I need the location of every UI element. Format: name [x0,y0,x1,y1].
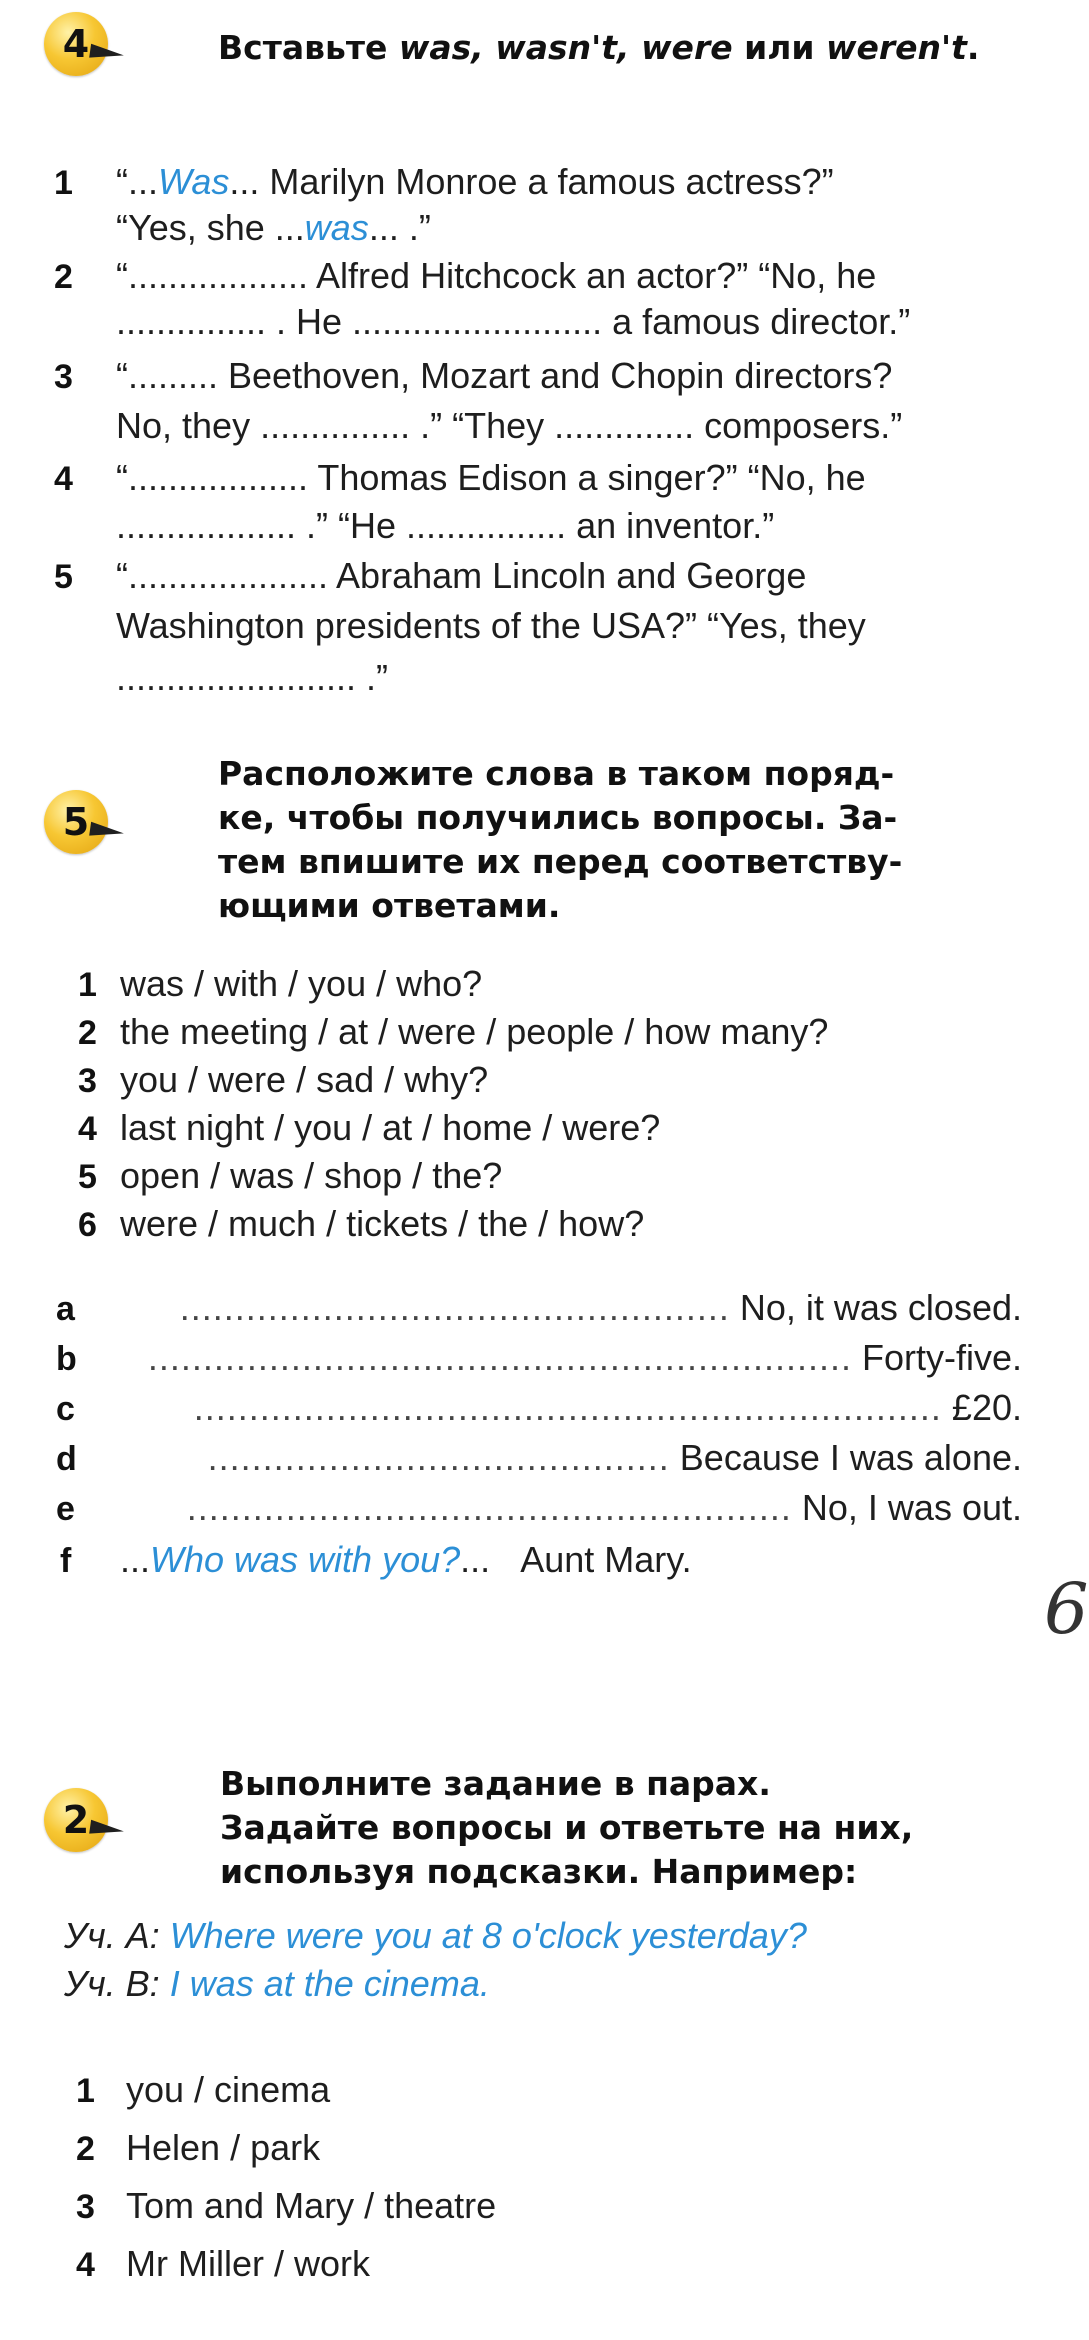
answer-example: was [304,207,369,248]
item-number: 1 [76,2072,95,2110]
list-item: “Yes, she ...was... .” [116,207,431,248]
dialogue-line [64,1962,490,2006]
badge-number: 2 [62,1798,90,1842]
item-number: 3 [76,2188,95,2226]
exercise-5-instruction: Расположите слова в таком поряд- ке, чтобы получились вопросы. За- тем впишите их перед соответству- ющими ответами. [218,754,903,925]
list-item: “.................. Thomas Edison a singer?” “No, he [116,457,866,498]
answer-example: Who was with you? [150,1539,461,1580]
item-number: 5 [78,1158,97,1196]
exercise-2-badge [44,1788,130,1856]
list-item: .................................................. No, it was closed. [179,1287,1022,1328]
list-item: was / with / you / who? [120,963,483,1004]
dialogue-text: Where were you at 8 o'clock yesterday? [169,1915,807,1956]
list-item: ........................ .” [116,657,389,698]
exercise-2-instruction: Выполните задание в парах. Задайте вопросы и ответьте на них, используя подсказки. Например: [220,1764,914,1891]
list-item: you / were / sad / why? [120,1059,489,1100]
speaker-label: Уч. А: [64,1915,160,1956]
list-item: last night / you / at / home / were? [120,1107,661,1148]
list-item: .................. .” “He ................ an inventor.” [116,505,775,546]
exercise-5-badge [44,790,130,858]
list-item: Mr Miller / work [126,2243,370,2284]
item-number: 4 [54,460,73,498]
dialogue-line [64,1914,807,1958]
item-number: 4 [78,1110,97,1148]
item-number: 1 [54,164,73,202]
item-number: 2 [76,2130,95,2168]
item-letter: e [56,1490,75,1528]
list-item: were / much / tickets / the / how? [120,1203,645,1244]
list-item: Helen / park [126,2127,321,2168]
instruction-words: weren't [826,28,967,67]
list-item: the meeting / at / were / people / how many? [120,1011,829,1052]
item-number: 2 [78,1014,97,1052]
item-letter: a [56,1290,75,1328]
list-item: ....................................................... No, I was out. [186,1487,1022,1528]
instruction-text: Вставьте [218,28,399,67]
list-item: ...Who was with you?... Aunt Mary. [120,1539,692,1580]
dialogue-text: I was at the cinema. [169,1963,490,2004]
item-number: 3 [54,358,73,396]
instruction-words: was, wasn't, were [398,28,733,67]
list-item: “.................. Alfred Hitchcock an actor?” “No, he [116,255,877,296]
page-number-fragment: 6 [1044,1568,1089,1650]
item-number: 6 [78,1206,97,1244]
list-item: Washington presidents of the USA?” “Yes, they [116,605,866,646]
list-item: No, they ............... .” “They .............. composers.” [116,405,903,446]
item-number: 1 [78,966,97,1004]
badge-number: 5 [62,800,90,844]
exercise-4-badge [44,12,130,80]
item-letter: f [60,1542,72,1580]
item-number: 5 [54,558,73,596]
answer-example: Was [158,161,230,202]
speaker-label: Уч. В: [64,1963,160,2004]
badge-number: 4 [62,22,90,66]
list-item: you / cinema [126,2069,331,2110]
list-item: open / was / shop / the? [120,1155,503,1196]
list-item: .......................................... Because I was alone. [207,1437,1022,1478]
item-letter: d [56,1440,77,1478]
list-item: ............... . He ......................... a famous director.” [116,301,911,342]
list-item: ................................................................ Forty-five. [147,1337,1022,1378]
list-item: .................................................................... £20. [193,1387,1022,1428]
list-item: “.................... Abraham Lincoln and George [116,555,807,596]
list-item: “...Was... Marilyn Monroe a famous actress?” [116,161,834,202]
item-number: 4 [76,2246,95,2284]
item-letter: c [56,1390,75,1428]
instruction-text: или [732,28,827,67]
instruction-text: . [966,28,980,67]
exercise-4-instruction [218,26,979,70]
item-letter: b [56,1340,77,1378]
list-item: “......... Beethoven, Mozart and Chopin directors? [116,355,893,396]
list-item: Tom and Mary / theatre [126,2185,497,2226]
item-number: 2 [54,258,73,296]
item-number: 3 [78,1062,97,1100]
